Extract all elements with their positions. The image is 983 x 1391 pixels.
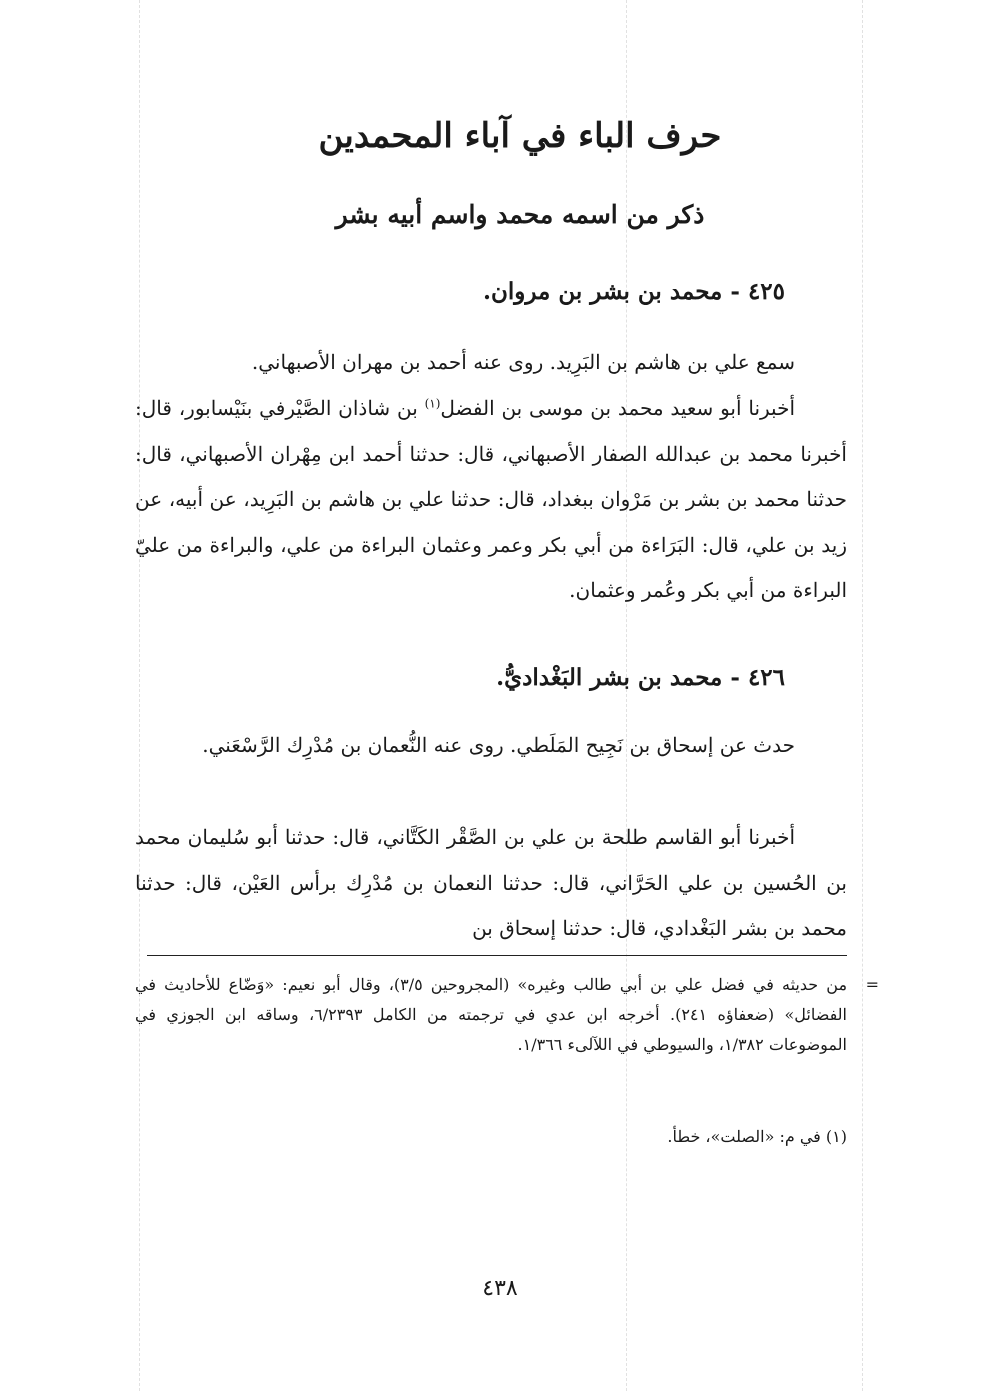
continuation-marker: = (865, 975, 879, 994)
narration-text-start: أخبرنا أبو سعيد محمد بن موسى بن الفضل (440, 396, 796, 420)
footnote-continuation (135, 970, 879, 1060)
scan-artifact-line (862, 0, 863, 1391)
scan-artifact-line (139, 0, 140, 1391)
entry-425-narration (135, 386, 847, 614)
footnote-1: (١) في م: «الصلت»، خطأ. (667, 1127, 847, 1146)
entry-426-intro: حدث عن إسحاق بن نَجِيح المَلَطي. روى عنه النُّعمان بن مُدْرِك الرَّسْعَني. (202, 733, 795, 757)
entry-425-intro: سمع علي بن هاشم بن البَرِيد. روى عنه أحمد بن مهران الأصبهاني. (251, 350, 795, 374)
footnote-reference-1[interactable]: (١) (424, 396, 441, 411)
chapter-title: حرف الباء في آباء المحمدين (318, 116, 722, 156)
footnote-divider (147, 955, 847, 956)
footnote-continuation-text: من حديثه في فضل علي بن أبي طالب وغيره» (المجروحين ٣/٥)، وقال أبو نعيم: «وَضّاع للأحاديث في الفضائل» (ضعفاؤه ٢٤١). أخرجه ابن عدي في ترجمته من الكامل ٦/٢٣٩٣، وساقه ابن الجوزي في الموضوعات ١/٣٨٢، والسيوطي في اللآلىء ١/٣٦٦. (135, 975, 848, 1054)
narration-text-rest: بن شاذان الصَّيْرفي بنَيْسابور، قال: أخبرنا محمد بن عبدالله الصفار الأصبهاني، قال: حدثنا أحمد ابن مِهْران الأصبهاني، قال: حدثنا محمد بن بشر بن مَرْوان ببغداد، قال: حدثنا علي بن هاشم بن البَرِيد، عن أبيه، عن زيد بن علي، قال: البَرَاءة من أبي بكر وعمر وعثمان البراءة من علي، والبراءة من عليّ البراءة من أبي بكر وعُمر وعثمان. (135, 396, 847, 602)
entry-426-narration: أخبرنا أبو القاسم طلحة بن علي بن الصَّقْر الكَتَّاني، قال: حدثنا أبو سُليمان محمد بن الحُسين بن علي الحَرَّاني، قال: حدثنا النعمان بن مُدْرِك برأس العَيْن، قال: حدثنا محمد بن بشر البَغْدادي، قال: حدثنا إسحاق بن (135, 825, 847, 940)
entry-heading-425: ٤٢٥ - محمد بن بشر بن مروان. (482, 278, 785, 305)
entry-heading-426: ٤٢٦ - محمد بن بشر البَغْداديُّ. (496, 664, 785, 691)
section-title: ذكر من اسمه محمد واسم أبيه بشر (335, 200, 705, 229)
page-number: ٤٣٨ (482, 1276, 518, 1301)
